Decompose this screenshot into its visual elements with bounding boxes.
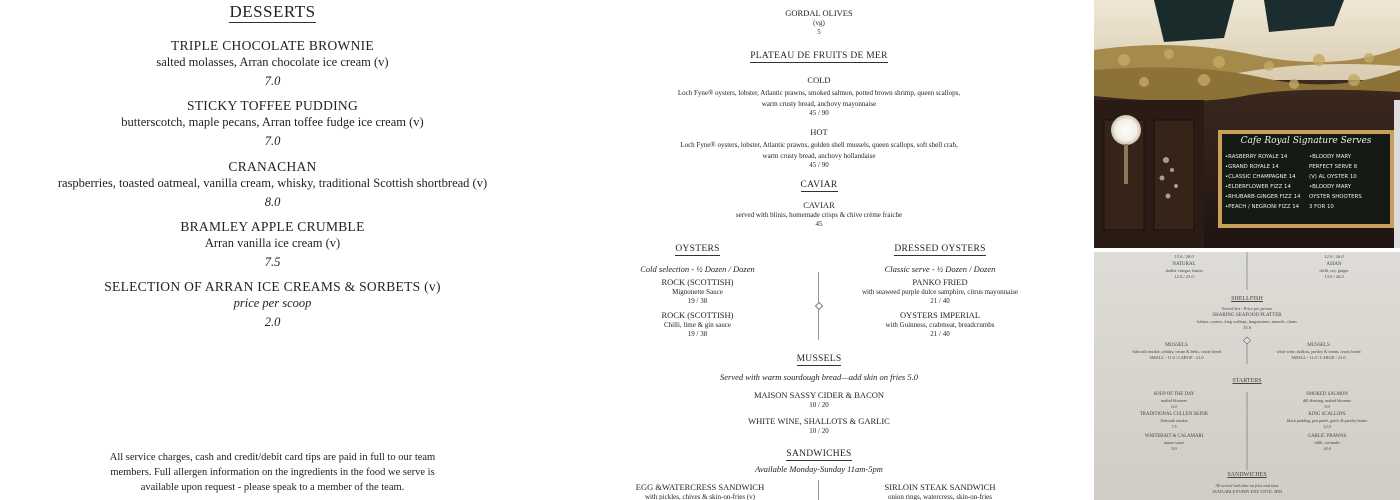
caviar-desc: served with blinis, homemade crisps & chive crème fraiche (735, 211, 903, 219)
olives-price: 5 (817, 28, 821, 36)
sandwich-right (835, 482, 1045, 500)
dressed-oyster-price: 21 / 40 (930, 330, 950, 338)
photo-item-desc: black pudding, pea purée, garlic & parsley butter (1286, 418, 1368, 423)
photo-price: SMALL - 11.0 / LARGE - 21.0 (1291, 355, 1346, 360)
sign-item: (V) AL OYSTER 10 (1309, 174, 1357, 180)
photo-starter-right (1262, 434, 1392, 452)
oyster-desc: Chilli, lime & gin sauce (663, 321, 732, 329)
photo-starter-right (1262, 392, 1392, 410)
dessert-price: 7.5 (264, 255, 281, 269)
sign-item: •CLASSIC CHAMPAGNE 14 (1225, 174, 1296, 180)
photo-item-name: NATURAL (1172, 262, 1196, 267)
photo-item-desc: lobster, oysters, king scallops, langoustines, mussels, clams (1197, 319, 1297, 324)
photo-item-desc: white wine, shallots, parsley & cream, crusty bread (1276, 349, 1361, 354)
sandwich-left (600, 482, 800, 500)
sign-item: •RHUBARB-GINGER FIZZ 14 (1225, 194, 1301, 200)
photo-price: 12.0 (1323, 424, 1331, 429)
oyster-price: 19 / 38 (687, 297, 708, 305)
sign-item: •BLOODY MARY (1309, 184, 1352, 190)
photo-item-desc: Arbroath smokie (1160, 418, 1188, 423)
oyster-name: ROCK (SCOTTISH) (661, 310, 734, 320)
photo-item-name: KING SCALLOPS (1308, 412, 1346, 417)
dessert-price: 7.0 (264, 134, 281, 148)
photo-shellfish-heading: SHELLFISH (1231, 296, 1263, 302)
sign-item: 3 FOR 10 (1309, 204, 1334, 210)
photo-starter-left (1124, 392, 1224, 410)
mussels-item-name: WHITE WINE, SHALLOTS & GARLIC (748, 416, 890, 426)
dessert-name: CRANACHAN (228, 159, 317, 174)
dessert-price: 2.0 (264, 315, 281, 329)
dessert-name: STICKY TOFFEE PUDDING (186, 98, 359, 113)
photo-item-name: MUSSELS (1307, 343, 1330, 348)
photo-sandwiches-sub2: AVAILABLE EVERY DAY UNTIL 5PM (1212, 489, 1282, 494)
desserts-page (0, 0, 545, 500)
dressed-oyster-name: OYSTERS IMPERIAL (899, 310, 981, 320)
service-footer-note: All service charges, cash and credit/debit card tips are paid in full to our team members. Full allergen information on the ingredients in the food we serve is available upon request - please speak to a member of the team. (109, 452, 436, 493)
photo-starter-right (1262, 412, 1392, 430)
photo-price: 7.5 (1171, 424, 1177, 429)
caviar-name: CAVIAR (803, 200, 835, 210)
photo-item-name: TRADITIONAL CULLEN SKINK (1139, 412, 1209, 417)
photo-shellfish-sub: Served hot - Price per person (1221, 306, 1273, 311)
mussels-item-price: 10 / 20 (809, 427, 829, 435)
sandwich-name: EGG &WATERCRESS SANDWICH (635, 482, 765, 492)
plateau-hot-price: 45 / 90 (809, 161, 829, 169)
menu-photo-lines (1094, 252, 1400, 500)
photo-item-name: MUSSELS (1165, 343, 1188, 348)
plateau-cold-price: 45 / 90 (809, 109, 829, 117)
printed-menu-photo (1094, 252, 1400, 500)
dessert-name: SELECTION OF ARRAN ICE CREAMS & SORBETS (v) (104, 279, 441, 294)
photo-starter-left (1124, 412, 1224, 430)
dressed-oyster-desc: with seaweed purple dulce samphire, citrus mayonnaise (861, 288, 1019, 296)
divider-diamond (815, 302, 823, 310)
dessert-item (0, 279, 545, 330)
photo-item-name: SHARING SEAFOOD PLATTER (1212, 313, 1282, 318)
plateau-hot-desc: Loch Fyne® oysters, lobster, Atlantic prawns, golden shell mussels, queen scallops, soft shell crab, (680, 141, 958, 149)
photo-price: 10.0 (1323, 446, 1331, 451)
oysters-heading: OYSTERS (675, 244, 720, 254)
sandwich-divider (818, 480, 819, 500)
photo-price: SMALL - 11.0 / LARGE - 21.0 (1149, 355, 1204, 360)
oyster-price: 19 / 38 (687, 330, 708, 338)
caviar-heading: CAVIAR (800, 180, 838, 190)
photo-item-desc: shallot vinegar, lemon (1165, 268, 1203, 273)
sign-item: •GRAND ROYALE 14 (1225, 164, 1279, 170)
dessert-name: TRIPLE CHOCOLATE BROWNIE (171, 38, 374, 53)
dressed-oysters-heading: DRESSED OYSTERS (894, 244, 986, 254)
photo-price: 12.0 / 26.0 (1324, 254, 1344, 259)
plateau-hot-label: HOT (810, 127, 828, 137)
plateau-cold-desc: Loch Fyne® oysters, lobster, Atlantic prawns, smoked salmon, potted brown shrimp, queen scallops, (677, 89, 961, 97)
photo-item-desc: dill dressing, malted bloomer (1303, 398, 1351, 403)
dessert-desc: salted molasses, Arran chocolate ice cream (v) (156, 55, 389, 69)
photo-item-name: ASIAN (1326, 262, 1342, 267)
photo-starter-left (1124, 434, 1224, 452)
photo-item-desc: malted bloomer (1161, 398, 1187, 403)
oysters-column (600, 244, 795, 338)
cafe-interior-photo (1094, 0, 1400, 248)
photo-price: 12.0 / 23.0 (1174, 274, 1194, 279)
dressed-oysters-column (835, 244, 1045, 338)
mussels-item-price: 10 / 20 (809, 401, 829, 409)
dessert-item (0, 98, 545, 149)
dessert-desc: price per scoop (233, 296, 312, 310)
photo-starters-heading: STARTERS (1232, 378, 1262, 384)
olives-name: GORDAL OLIVES (785, 8, 853, 18)
photo-price: 13.0 / 26.0 (1324, 274, 1344, 279)
dressed-oyster-name: PANKO FRIED (912, 277, 968, 287)
dessert-item (0, 38, 545, 89)
sandwich-desc: onion rings, watercress, skin-on-fries (887, 493, 992, 500)
sign-item: PERFECT SERVE 8 (1309, 164, 1358, 170)
photo-item-name: SMOKED SALMON (1306, 392, 1348, 397)
photo-item-name: GARLIC PRAWNS (1307, 434, 1347, 439)
sign-right-list (1309, 152, 1391, 212)
oyster-name: ROCK (SCOTTISH) (661, 277, 734, 287)
photo-price: 15.0 / 28.0 (1174, 254, 1194, 259)
dressed-oyster-price: 21 / 40 (930, 297, 950, 305)
plateau-hot-desc-2: warm crusty bread, anchovy hollandaise (762, 152, 876, 160)
mussels-item-name: MAISON SASSY CIDER & BACON (753, 390, 885, 400)
dessert-desc: butterscotch, maple pecans, Arran toffee fudge ice cream (v) (121, 115, 424, 129)
dressed-oyster-desc: with Guinness, crabmeat, breadcrumbs (885, 321, 995, 329)
desserts-title: DESSERTS (229, 2, 316, 21)
dessert-name: BRAMLEY APPLE CRUMBLE (180, 219, 365, 234)
main-menu-page (545, 0, 1093, 500)
photo-price: 9.0 (1171, 446, 1177, 451)
dessert-price: 7.0 (264, 74, 281, 88)
dessert-price: 8.0 (264, 195, 281, 209)
dessert-desc: raspberries, toasted oatmeal, vanilla cream, whisky, traditional Scottish shortbread (v) (57, 176, 488, 190)
photo-sandwiches-heading: SANDWICHES (1227, 472, 1267, 478)
caviar-price: 45 (815, 220, 823, 228)
dressed-oysters-subtitle: Classic serve - ½ Dozen / Dozen (884, 264, 996, 274)
sign-item: •BLOODY MARY (1309, 154, 1352, 160)
photo-sandwiches-sub: All served with skin-on fries and slaw (1215, 483, 1279, 488)
sandwich-desc: with pickles, chives & skin-on-fries (v) (644, 493, 756, 500)
sign-left-list (1225, 152, 1307, 212)
photo-price: 35.0 (1243, 325, 1251, 330)
mussels-subtitle: Served with warm sourdough bread—add skin on fries 5.0 (720, 372, 918, 382)
plateau-heading: PLATEAU DE FRUITS DE MER (750, 51, 888, 61)
plateau-cold-label: COLD (807, 75, 831, 85)
photo-item-desc: tartare sauce (1163, 440, 1185, 445)
oysters-subtitle: Cold selection - ½ Dozen / Dozen (640, 264, 755, 274)
sign-item: •ELDERFLOWER FIZZ 14 (1225, 184, 1291, 190)
dessert-item (0, 159, 545, 210)
photo-item-name: WHITEBAIT & CALAMARI (1144, 434, 1204, 439)
sandwiches-heading: SANDWICHES (786, 449, 852, 459)
sign-item: OYSTER SHOOTERS (1309, 194, 1362, 200)
sandwich-name: SIRLOIN STEAK SANDWICH (884, 482, 996, 492)
photo-item-desc: chilli, soy, ginger (1319, 268, 1349, 273)
olives-tag: (vg) (813, 19, 825, 27)
photo-item-desc: Arbroath smokie, whisky, cream & leeks, crusty bread (1131, 349, 1222, 354)
dessert-desc: Arran vanilla ice cream (v) (204, 236, 341, 250)
sign-item: •PEACH / NEGRONI FIZZ 14 (1225, 204, 1300, 210)
sign-item: •RASBERRY ROYALE 14 (1225, 154, 1288, 160)
dessert-item (0, 219, 545, 270)
photo-price: 9.0 (1324, 404, 1330, 409)
oyster-desc: Mignonette Sauce (672, 288, 723, 296)
mussels-heading: MUSSELS (796, 354, 842, 364)
photo-item-name: SOUP OF THE DAY (1153, 392, 1195, 397)
photo-price: 6.0 (1171, 404, 1177, 409)
plateau-cold-desc-2: warm crusty bread, anchovy mayonnaise (761, 100, 877, 108)
sign-title: Cafe Royal Signature Serves (1240, 136, 1372, 146)
sandwiches-subtitle: Available Monday-Sunday 11am-5pm (755, 464, 883, 474)
photo-item-desc: chilli, coriander (1314, 440, 1340, 445)
